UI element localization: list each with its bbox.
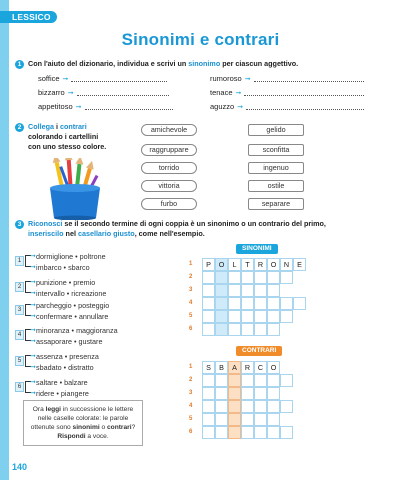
card-right-3[interactable]: ingenuo xyxy=(248,162,304,174)
grid-cell[interactable] xyxy=(241,271,254,284)
arrow-right-icon: ➞ xyxy=(75,103,82,111)
grid-cell[interactable] xyxy=(228,387,241,400)
grid-cell[interactable] xyxy=(215,374,228,387)
grid-cell[interactable] xyxy=(280,374,293,387)
pair-number: 5 xyxy=(15,356,24,366)
exercise-1-number: 1 xyxy=(15,60,24,69)
grid-cell[interactable] xyxy=(280,310,293,323)
grid-cell[interactable] xyxy=(293,297,306,310)
sinonimi-label: SINONIMI xyxy=(236,244,278,254)
ex1-word-row: soffice ➞ xyxy=(38,74,167,83)
grid-row-number: 2 xyxy=(189,377,193,383)
arrow-right-icon: ➞ xyxy=(30,302,36,309)
pair-words: ridere • piangere xyxy=(36,389,89,398)
answer-line[interactable] xyxy=(254,75,364,82)
grid-cell[interactable] xyxy=(228,323,241,336)
grid-cell[interactable]: N xyxy=(280,258,293,271)
grid-cell[interactable] xyxy=(280,400,293,413)
grid-cell[interactable] xyxy=(202,310,215,323)
card-left-4[interactable]: vittoria xyxy=(141,180,197,192)
grid-cell[interactable]: P xyxy=(202,258,215,271)
pair-number: 3 xyxy=(15,305,24,315)
pair-words: minoranza • maggioranza xyxy=(36,326,118,335)
grid-cell[interactable] xyxy=(241,297,254,310)
pair-words: saltare • balzare xyxy=(36,378,88,387)
contrari-label: CONTRARI xyxy=(236,346,282,356)
grid-cell[interactable]: L xyxy=(228,258,241,271)
ex1-word-row: rumoroso ➞ xyxy=(210,74,364,83)
grid-cell[interactable] xyxy=(241,374,254,387)
grid-row-number: 2 xyxy=(189,274,193,280)
pair-words: assaporare • gustare xyxy=(36,337,103,346)
ex1-word-row: aguzzo ➞ xyxy=(210,102,364,111)
grid-cell[interactable] xyxy=(202,400,215,413)
grid-cell[interactable] xyxy=(254,400,267,413)
grid-cell[interactable] xyxy=(202,374,215,387)
grid-cell[interactable] xyxy=(228,400,241,413)
grid-cell[interactable]: E xyxy=(293,258,306,271)
pair-words: dormiglione • poltrone xyxy=(36,252,106,261)
grid-row-number: 6 xyxy=(189,429,193,435)
pair-number: 2 xyxy=(15,282,24,292)
grid-cell[interactable] xyxy=(228,297,241,310)
page-title: Sinonimi e contrari xyxy=(121,30,280,49)
answer-line[interactable] xyxy=(244,89,364,96)
grid-cell[interactable] xyxy=(267,400,280,413)
card-left-5[interactable]: furbo xyxy=(141,198,197,210)
ex1-word-row: tenace ➞ xyxy=(210,88,364,97)
answer-line[interactable] xyxy=(85,103,173,110)
pair-words: punizione • premio xyxy=(36,278,96,287)
section-tab: LESSICO xyxy=(0,11,57,23)
arrow-right-icon: ➞ xyxy=(30,353,36,360)
grid-cell[interactable] xyxy=(241,387,254,400)
card-right-5[interactable]: separare xyxy=(248,198,304,210)
grid-cell[interactable] xyxy=(228,413,241,426)
grid-cell[interactable]: O xyxy=(215,258,228,271)
grid-cell[interactable] xyxy=(241,413,254,426)
exercise-2-number: 2 xyxy=(15,123,24,132)
grid-cell[interactable]: A xyxy=(228,361,241,374)
grid-cell[interactable] xyxy=(241,323,254,336)
ex1-word-row: appetitoso ➞ xyxy=(38,102,173,111)
grid-cell[interactable] xyxy=(267,413,280,426)
grid-cell[interactable] xyxy=(202,323,215,336)
arrow-right-icon: ➞ xyxy=(235,89,242,97)
grid-cell[interactable] xyxy=(241,400,254,413)
grid-cell[interactable] xyxy=(202,426,215,439)
pair-number: 4 xyxy=(15,330,24,340)
pair-words: assenza • presenza xyxy=(36,352,99,361)
pair-words: confermare • annullare xyxy=(36,312,109,321)
grid-cell[interactable] xyxy=(202,271,215,284)
exercise-1-instructions: Con l'aiuto del dizionario, individua e scrivi un sinonimo per ciascun aggettivo. xyxy=(28,59,299,68)
card-left-3[interactable]: torrido xyxy=(141,162,197,174)
grid-cell[interactable] xyxy=(280,426,293,439)
grid-cell[interactable] xyxy=(254,271,267,284)
grid-cell[interactable] xyxy=(267,271,280,284)
grid-cell[interactable] xyxy=(254,284,267,297)
grid-cell[interactable] xyxy=(215,413,228,426)
grid-cell[interactable] xyxy=(228,426,241,439)
arrow-right-icon: ➞ xyxy=(30,338,36,345)
grid-cell[interactable] xyxy=(241,310,254,323)
grid-cell[interactable]: O xyxy=(267,361,280,374)
exercise-2-instructions: Collega i contrari colorando i cartellini con uno stesso colore. xyxy=(28,122,107,151)
grid-cell[interactable] xyxy=(254,387,267,400)
grid-row-number: 1 xyxy=(189,261,193,267)
answer-line[interactable] xyxy=(71,75,167,82)
card-right-2[interactable]: sconfitta xyxy=(248,144,304,156)
grid-cell[interactable] xyxy=(267,374,280,387)
grid-cell[interactable]: T xyxy=(241,258,254,271)
grid-cell[interactable] xyxy=(215,400,228,413)
grid-cell[interactable]: R xyxy=(241,361,254,374)
grid-cell[interactable] xyxy=(202,387,215,400)
arrow-right-icon: ➞ xyxy=(30,390,36,397)
grid-cell[interactable] xyxy=(267,297,280,310)
grid-cell[interactable] xyxy=(280,297,293,310)
exercise-3-instructions: Riconosci se il secondo termine di ogni coppia è un sinonimo o un contrario del primo, inseriscilo nel casellario giusto, come nell'esempio. xyxy=(28,219,326,238)
grid-row-number: 4 xyxy=(189,300,193,306)
arrow-right-icon: ➞ xyxy=(62,75,69,83)
arrow-right-icon: ➞ xyxy=(30,364,36,371)
exercise-3-number: 3 xyxy=(15,220,24,229)
pencil-cup-icon xyxy=(40,158,114,220)
grid-cell[interactable] xyxy=(228,310,241,323)
arrow-right-icon: ➞ xyxy=(30,279,36,286)
arrow-right-icon: ➞ xyxy=(237,103,244,111)
grid-cell[interactable] xyxy=(254,297,267,310)
card-right-4[interactable]: ostile xyxy=(248,180,304,192)
arrow-right-icon: ➞ xyxy=(30,379,36,386)
page-number: 140 xyxy=(12,462,28,472)
grid-cell[interactable] xyxy=(254,374,267,387)
answer-line[interactable] xyxy=(246,103,364,110)
grid-cell[interactable] xyxy=(215,297,228,310)
grid-cell[interactable] xyxy=(267,310,280,323)
arrow-right-icon: ➞ xyxy=(30,313,36,320)
grid-row-number: 3 xyxy=(189,390,193,396)
grid-cell[interactable] xyxy=(215,426,228,439)
grid-cell[interactable]: O xyxy=(267,258,280,271)
arrow-right-icon: ➞ xyxy=(67,89,74,97)
grid-row-number: 6 xyxy=(189,326,193,332)
answer-line[interactable] xyxy=(77,89,169,96)
pair-number: 6 xyxy=(15,382,24,392)
grid-cell[interactable] xyxy=(267,387,280,400)
grid-cell[interactable] xyxy=(215,271,228,284)
grid-cell[interactable] xyxy=(254,323,267,336)
grid-row-number: 5 xyxy=(189,416,193,422)
pair-number: 1 xyxy=(15,256,24,266)
grid-cell[interactable] xyxy=(280,271,293,284)
arrow-right-icon: ➞ xyxy=(244,75,251,83)
grid-cell[interactable] xyxy=(202,297,215,310)
pair-words: intervallo • ricreazione xyxy=(36,289,107,298)
pair-words: parcheggio • posteggio xyxy=(36,301,110,310)
arrow-right-icon: ➞ xyxy=(30,264,36,271)
reading-note: Ora leggi in successione le lettere nelle caselle colorate: le parole ottenute sono sinonimi o contrari? Rispondi a voce. xyxy=(23,400,143,446)
grid-cell[interactable] xyxy=(202,413,215,426)
grid-cell[interactable] xyxy=(254,413,267,426)
pair-words: sbadato • distratto xyxy=(36,363,94,372)
card-left-2[interactable]: raggruppare xyxy=(141,144,197,156)
grid-cell[interactable] xyxy=(254,310,267,323)
arrow-right-icon: ➞ xyxy=(30,327,36,334)
grid-cell[interactable] xyxy=(202,284,215,297)
grid-cell[interactable] xyxy=(215,323,228,336)
grid-cell[interactable] xyxy=(228,284,241,297)
ex1-word-row: bizzarro ➞ xyxy=(38,88,169,97)
card-left-1[interactable]: amichevole xyxy=(141,124,197,136)
grid-cell[interactable] xyxy=(267,323,280,336)
grid-cell[interactable] xyxy=(215,387,228,400)
left-color-bar xyxy=(0,0,9,480)
grid-cell[interactable]: B xyxy=(215,361,228,374)
grid-cell[interactable]: S xyxy=(202,361,215,374)
arrow-right-icon: ➞ xyxy=(30,290,36,297)
grid-row-number: 3 xyxy=(189,287,193,293)
grid-cell[interactable] xyxy=(215,284,228,297)
grid-cell[interactable]: C xyxy=(254,361,267,374)
pair-words: imbarco • sbarco xyxy=(36,263,90,272)
card-right-1[interactable]: gelido xyxy=(248,124,304,136)
grid-row-number: 5 xyxy=(189,313,193,319)
grid-cell[interactable] xyxy=(241,426,254,439)
grid-cell[interactable] xyxy=(241,284,254,297)
grid-row-number: 4 xyxy=(189,403,193,409)
grid-cell[interactable] xyxy=(267,426,280,439)
grid-cell[interactable]: R xyxy=(254,258,267,271)
grid-cell[interactable] xyxy=(228,374,241,387)
arrow-right-icon: ➞ xyxy=(30,253,36,260)
grid-cell[interactable] xyxy=(267,284,280,297)
grid-cell[interactable] xyxy=(228,271,241,284)
grid-cell[interactable] xyxy=(254,426,267,439)
grid-cell[interactable] xyxy=(215,310,228,323)
grid-row-number: 1 xyxy=(189,364,193,370)
